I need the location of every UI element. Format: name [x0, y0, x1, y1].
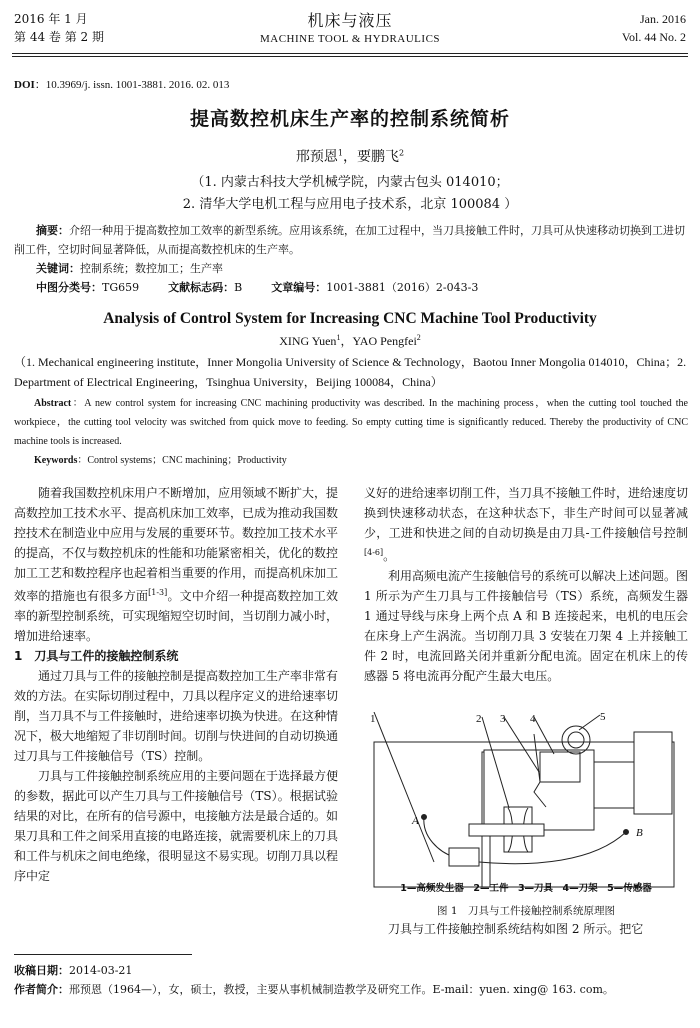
volume-en: Vol. 44 No. 2	[621, 30, 686, 44]
body-right-tail	[364, 919, 688, 939]
issue-date-cn: 2016 年 1 月	[14, 12, 88, 26]
author-bio: 作者简介：邢预恩（1964—），女，硕士，教授，主要从事机械制造教学及研究工作。E-mail：yuen. xing@ 163. com。	[14, 983, 614, 996]
title-en: Analysis of Control System for Increasing CNC Machine Tool Productivity	[103, 310, 597, 327]
authors-en: XING Yuen$^1$，YAO Pengfei$^2$	[279, 333, 421, 348]
point-b-dot	[624, 830, 629, 835]
hf-generator	[449, 848, 479, 866]
label-4: 4	[530, 713, 536, 725]
title-cn: 提高数控机床生产率的控制系统简析	[189, 108, 510, 130]
paragraph: 随着我国数控机床用户不断增加，应用领域不断扩大，提高数控加工技术水平、提高机床加工效率，已成为推动我国数控技术在制造业中应用与发展的重要环节。数控加工技术水平的提高，不仅与数控机床的性能和功能紧密相关，优化的数控加工工艺和数控程序也起着相当重要的作用，而提高机床加工效率的措施也有很多方面[1-3]。文中介绍一种提高数控加工效率的新型控制系统，可实现缩短空切时间，当切削力减小时，增加进给速率。	[14, 486, 339, 643]
label-b: B	[636, 827, 643, 839]
header-right	[622, 10, 686, 46]
body-right-column	[364, 483, 688, 686]
motor-housing	[594, 762, 634, 808]
volume-cn: 第 44 卷 第 2 期	[14, 30, 104, 44]
leader-line-4	[534, 717, 554, 754]
paragraph: 刀具与工件接触控制系统结构如图 2 所示。把它	[388, 922, 644, 936]
label-2: 2	[476, 713, 482, 725]
figure-1-caption: 图 1 刀具与工件接触控制系统原理图	[436, 905, 616, 917]
label-a: A	[412, 815, 419, 827]
workpiece-shaft	[469, 824, 544, 836]
authors-cn: 邢预恩$^1$，要鹏飞$^2$	[295, 148, 405, 165]
affiliation-cn-2: 2. 清华大学电机工程与应用电子技术系，北京 100084 ）	[182, 197, 518, 212]
wire-b	[479, 832, 626, 864]
issue-date-en: Jan. 2016	[640, 12, 686, 26]
paragraph: 通过刀具与工件的接触控制是提高数控加工生产率非常有效的方法。在实际切削过程中，刀具以程序定义的进给速率切削，当刀具不与工件接触时，进给速率切换为快进。在这种情况下，极大地缩短了非切削时间。切削与快进间的自动切换通过刀具与工件接触信号（TS）控制。	[14, 669, 339, 763]
received-date: 收稿日期：2014-03-21	[14, 964, 133, 977]
abstract-cn: 摘要：介绍一种用于提高数控加工效率的新型系统。应用该系统，在加工过程中，当刀具接触工件时，刀具可从快速移动切换到工进切削工件，空切时间显著降低，从而提高数控机床的生产率。 关键词：控制系统；数控加工；生产率 中图分类号：TG659 文献标志码：B 文章编号：1001-3881（2016）2-043-3	[14, 224, 685, 294]
footnote-rule	[14, 954, 192, 955]
leader-line-5	[579, 715, 600, 730]
label-1: 1	[370, 713, 376, 725]
label-5: 5	[600, 712, 606, 723]
motor-end	[634, 732, 672, 814]
paragraph: 义好的进给速率切削工件，当刀具不接触工件时，进给速度切换到快速移动状态，在这种状态下，非生产时间可以显著减少，工进和快进之间的自动切换是由刀具-工件接触信号控制[4-6]。	[364, 486, 689, 563]
header-rule-2	[12, 56, 688, 57]
affiliation-en: （1. Mechanical engineering institute，Inner Mongolia University of Science & Technology，Baotou Inner Mongolia 014010，China；2. Department of Electrical Engineering，Tsinghua University，Beijing 100084，China）	[14, 355, 687, 389]
abstract-en: Abstract：A new control system for increasing CNC machining productivity was described. In the machining process，when the cutting tool touched the workpiece，the cutting tool velocity was switched from quick move to feeding. So empty cutting time is significantly reduced. Thereby the productivity of CNC machine tools is increased. Keywords：Control systems；CNC machining；Productivity	[14, 398, 688, 466]
section-heading: 1 刀具与工件的接触控制系统	[14, 649, 179, 663]
sensor-core	[568, 732, 584, 748]
body-left-column	[14, 483, 338, 886]
figure-1-legend: 1—高频发生器 2—工件 3—刀具 4—刀架 5—传感器	[400, 883, 652, 894]
doi: DOI：10.3969/j. issn. 1001-3881. 2016. 02. 013	[14, 79, 230, 91]
point-a-dot	[422, 815, 427, 820]
tool-holder	[540, 752, 580, 782]
paragraph: 刀具与工件接触控制系统应用的主要问题在于选择最方便的参数，据此可以产生刀具与工件接触信号（TS）。根据试验结果的对比，在所有的信号源中，电接触方法是最合适的。如果刀具和工件之间采用直接的电路连接，就需要机床上的刀具和工件与机床之间电绝缘，很明显这不易实现。切削刀具以程序中定	[14, 769, 339, 883]
label-3: 3	[500, 713, 506, 725]
journal-header	[0, 8, 700, 45]
journal-title-cn: 机床与液压	[307, 11, 393, 30]
paragraph: 利用高频电流产生接触信号的系统可以解决上述问题。图 1 所示为产生刀具与工件接触信号（TS）系统，高频发生器 1 通过导线与床身上两个点 A 和 B 连接起来，电机的电压会在床身上产生涡流。当切削刀具 3 安装在刀架 4 上并接触工件 2 时，电流回路关闭并重新分配电流。固定在机床上的传感器 5 将电流再分配产生最大电压。	[364, 569, 689, 683]
leader-line-1	[374, 712, 434, 862]
affiliation-cn-1: （1. 内蒙古科技大学机械学院，内蒙古包头 014010；	[191, 175, 509, 190]
header-rule	[12, 53, 688, 54]
figure-1-diagram	[364, 712, 688, 892]
journal-title-en: MACHINE TOOL & HYDRAULICS	[259, 33, 441, 45]
